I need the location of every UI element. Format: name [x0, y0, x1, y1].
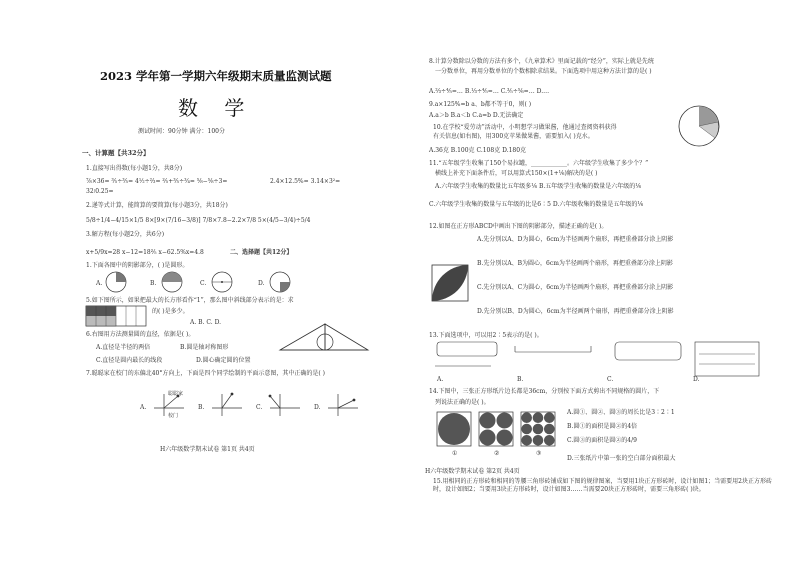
q6-stem: 6.右图用方法测量圆的直径，依据是( )。: [86, 331, 195, 338]
q5-stem: 5.如下图所示，如果把最大的长方形看作“1”，那么图中斜线部分表示的是：求: [86, 297, 294, 304]
q6-opt-c: C.直径是圆内最长的线段: [96, 357, 163, 364]
q13-opt-c: C.: [607, 376, 614, 383]
q-direct-calc-row1b: 2.4×12.5%= 3.14×3²=: [270, 178, 341, 185]
q12-stem: 12.如图在正方形ABCD中画出下图的阴影部分，描述正确的是( )。: [429, 223, 608, 230]
q-stepwise-calc: 2.递等式计算，能简算的要简算(每小题3分，共18分): [86, 202, 228, 209]
q7-label-home: 聪聪家: [168, 391, 184, 397]
q1-opt-d: D.: [258, 280, 265, 287]
q6-opt-b: B.圆是轴对称图形: [180, 344, 229, 351]
q8-options: A.⅔÷⅘=… B.⅓÷⅘=… C.⅗÷⅚=… D.…: [429, 88, 550, 95]
q7-figure-b: [208, 392, 248, 418]
q7-opt-b: B.: [198, 404, 205, 411]
q8-stem-b: 一分数单位，再用分数单位的个数相除求结果。下面选项中用这种方法计算的是( ): [435, 68, 652, 75]
q10-stem: 10.在学校“爱劳动”活动中，小明想学习做果酱，他通过查阅资料获得: [433, 124, 617, 131]
q11-stem-b: 横线上补充下面条件后，可以用算式150×(1+⅙)解决的是( ): [435, 170, 598, 177]
exam-title: 2023 学年第一学期六年级期末质量监测试题: [100, 69, 332, 83]
q7-opt-d: D.: [314, 404, 321, 411]
q11-opt-ab: A.六年级学生收集的数量比五年级多⅙ B.五年级学生收集的数量是六年级的⅙: [435, 183, 642, 190]
q13-stem: 13.下面选项中，可以用2∶5表示的是( )。: [429, 332, 543, 339]
q7-opt-a: A.: [140, 404, 147, 411]
subject-title: 数 学: [178, 96, 255, 120]
q-equations-row: x+5/9x=28 x−12=18⅖ x−62.5%x=4.8: [86, 249, 204, 256]
q10-stem-b: 有关信息(如右图)，用300克苹果做果酱，需要加入( )克水。: [433, 133, 594, 140]
q9-options: A.a＞b B.a＜b C.a=b D.无法确定: [429, 112, 524, 119]
exam-meta: 测试时间：90分钟 满分：100分: [138, 128, 225, 135]
q14-stem: 14.下图中，三张正方形纸片边长都是36cm，分别按下面方式剪出不同规格的圆片，下: [429, 388, 660, 395]
q13-opt-b: B.: [517, 376, 524, 383]
q10-pie-figure: [671, 98, 731, 150]
q1-stem: 1.下面各图中的阴影部分，( )是圆形。: [86, 262, 189, 269]
section1-heading: 一、计算题【共32分】: [82, 149, 150, 157]
q8-stem: 8.计算分数除以分数的方法有多个，《九章算术》里面记载的“经分”，实际上就是先统: [429, 58, 654, 65]
q13-opt-a: A.: [437, 376, 444, 383]
q7-figure-c: [266, 392, 306, 418]
q1-figure-a: [104, 270, 132, 294]
q1-opt-a: A.: [96, 280, 103, 287]
q11-stem: 11.“五年级学生收集了150个易拉罐，____________。六年级学生收集了多少个？”: [429, 160, 649, 167]
q14-opt-c: C.圆③的面积是圆②的4/9: [567, 437, 637, 444]
q1-opt-b: B.: [150, 280, 157, 287]
q14-label-1: ①: [452, 450, 458, 457]
q12-opt-b: B.先分别以A、B为圆心，6cm为半径画两个扇形，再把重叠部分涂上阴影: [477, 260, 673, 267]
q-direct-calc-row2: 32∶0.25=: [86, 188, 114, 195]
q14-label-3: ③: [536, 450, 542, 457]
section2-heading: 二、选择题【共12分】: [230, 249, 293, 256]
q-equations: 3.解方程(每小题2分，共6分): [86, 231, 165, 238]
left-footer: H六年级数学期末试卷 第1页 共4页: [160, 446, 255, 453]
q14-opt-b: B.圆①的面积是圆②的4倍: [567, 423, 638, 430]
q1-figure-b: [160, 270, 188, 294]
q12-opt-a: A.先分别以A、D为圆心，6cm为半径画两个扇形，再把重叠部分涂上阴影: [477, 236, 674, 243]
q5-stem-b: 的( )是多少。: [152, 308, 189, 315]
q7-figure-d: [324, 392, 364, 418]
q7-opt-c: C.: [256, 404, 263, 411]
q7-stem: 7.聪聪家在校门的东偏北40°方向上，下面是四个同学绘制的平面示意图，其中正确的是( ): [86, 370, 325, 377]
q12-opt-c: C.先分别以A、C为圆心，6cm为半径画两个扇形，再把重叠部分涂上阴影: [477, 284, 674, 291]
right-page: [397, 0, 794, 561]
q7-label-school: 校门: [168, 413, 179, 419]
q11-opt-cd: C.六年级学生收集的数量与五年级的比是6∶5 D.六年级收集的数量是五年级的⅙: [429, 201, 644, 208]
q14-label-2: ②: [494, 450, 500, 457]
q14-stem-b: 列说法正确的是( )。: [435, 399, 490, 406]
q10-options: A.36克 B.100克 C.108克 D.180克: [429, 147, 527, 154]
q1-opt-c: C.: [200, 280, 207, 287]
q14-opt-a: A.圆①、圆②、圆③的周长比是3∶2∶1: [567, 409, 675, 416]
q1-figure-d: [268, 270, 296, 294]
q12-square-figure: [431, 264, 471, 304]
q15-stem: 15.用相同的正方形砖和相同的等腰三角形砖铺成如下图的规律图案，当要用1块正方形砖时，设计如图1；当需要用2块正方形砖时，设计如图2；当要用3块正方形砖时，设计如图3……当需要20块正方形砖时，需要三角形砖( )块。: [433, 478, 772, 493]
q12-opt-d: D.先分别以B、D为圆心，6cm为半径画两个扇形，再把重叠部分涂上阴影: [477, 308, 674, 315]
q6-opt-a: A.直径是半径的两倍: [96, 344, 151, 351]
q5-rectangle-figure: [86, 306, 148, 328]
q-direct-calc-row1: ⅞×36= ⅗÷⅗= 4½÷⅔= ⅖+⅗÷¾= ⅝−⅝÷3=: [86, 178, 228, 185]
q9-stem: 9.a×125%=b a、b都不等于0，则( ): [429, 101, 532, 108]
q-stepwise-calc-row: 5/8÷1/4−4/15×1/5 8×[9×(7/16−3/8)] 7/8×7.8−2.2×7/8 5×(4/5−3/4)÷5/4: [86, 217, 311, 224]
q5-options: A. B. C. D.: [190, 319, 222, 326]
q-direct-calc: 1.直接写出得数(每小题1分，共8分): [86, 165, 183, 172]
q6-opt-d: D.圆心确定圆的位置: [196, 357, 251, 364]
q6-ruler-figure: [280, 322, 370, 352]
q13-figures: [431, 340, 771, 384]
q1-figure-c: [210, 270, 238, 294]
right-footer: H六年级数学期末试卷 第2页 共4页: [425, 468, 520, 475]
q14-squares-figure: [437, 412, 557, 448]
q13-opt-d: D.: [693, 376, 700, 383]
q14-opt-d: D.三张纸片中第一张的空白部分面积最大: [567, 455, 676, 462]
